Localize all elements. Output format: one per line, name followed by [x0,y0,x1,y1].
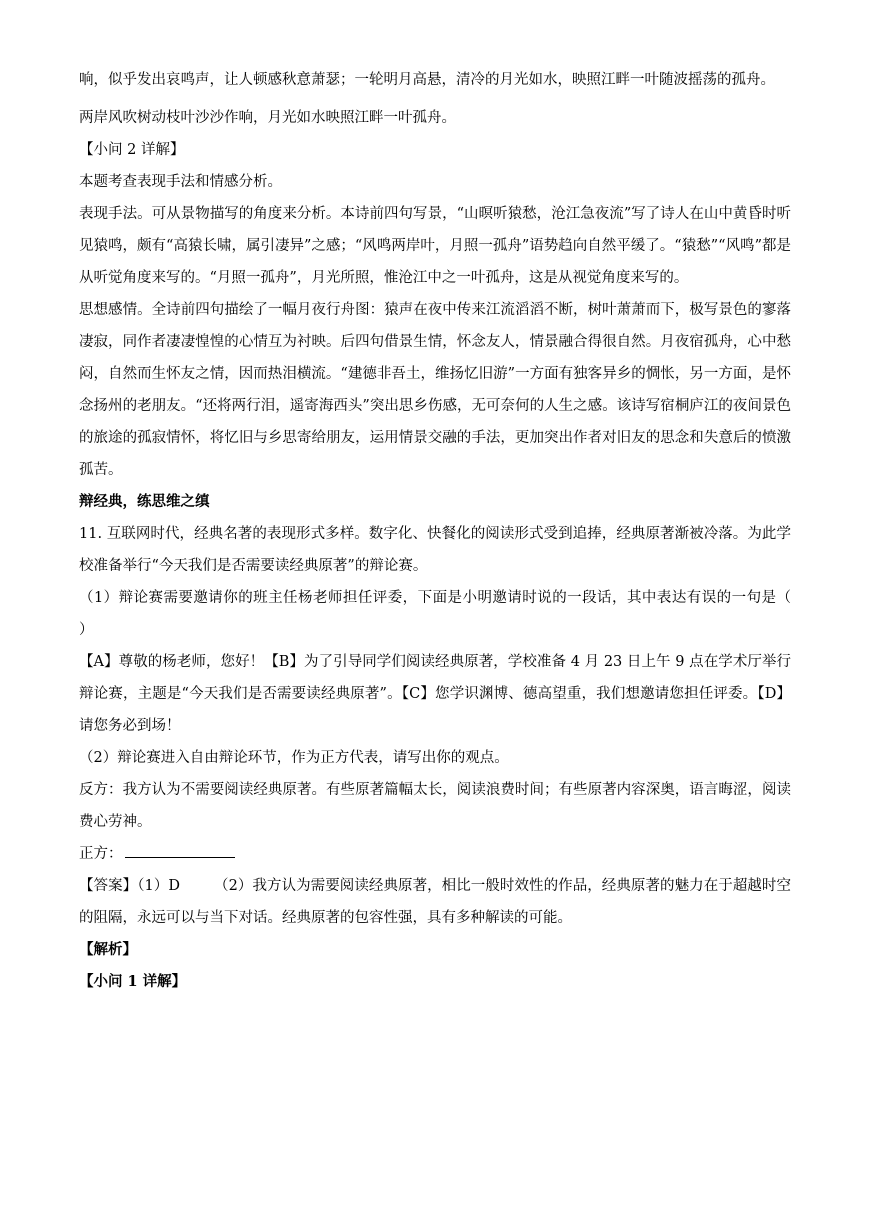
question-11-part-1: （1）辩论赛需要邀请你的班主任杨老师担任评委，下面是小明邀请时说的一段话，其中表达有误的一句是（ ） [79,590,820,638]
opposing-side-statement: 反方：我方认为不需要阅读经典原著。有些原著篇幅太长，阅读浪费时间；有些原著内容深奥，语言晦涩，阅读费心劳神。 [79,782,791,830]
paragraph-answer-continued: 响，似乎发出哀鸣声，让人顿感秋意萧瑟；一轮明月高悬，清冷的月光如水，映照江畔一叶随波摇荡的孤舟。 [79,72,775,88]
heading-question-2-detail: 【小问 2 详解】 [79,142,185,158]
affirmative-side-label: 正方： [79,846,123,862]
answer-paragraph [79,870,791,934]
question-11-invitation-text: 【A】尊敬的杨老师，您好！【B】为了引导同学们阅读经典原著，学校准备 4 月 23 日上午 9 点在学术厅举行辩论赛，主题是“今天我们是否需要读经典原著”。【C】您学识渊博、德高望重，我们想邀请您担任评委。【D】请您务必到场！ [79,654,791,734]
answer-part-2: （2）我方认为需要阅读经典原著，相比一般时效性的作品，经典原著的魅力在于超越时空的阻隔，永远可以与当下对话。经典原著的包容性强，具有多种解读的可能。 [79,878,791,926]
question-11-stem: 11. 互联网时代，经典名著的表现形式多样。数字化、快餐化的阅读形式受到追捧，经典原著渐被冷落。为此学校准备举行“今天我们是否需要读经典原著”的辩论赛。 [79,526,791,574]
question-11-part-2: （2）辩论赛进入自由辩论环节，作为正方代表，请写出你的观点。 [79,750,509,766]
affirmative-side-line [79,838,791,870]
paragraph-summary: 两岸风吹树动枝叶沙沙作响，月光如水映照江畔一叶孤舟。 [79,110,456,126]
paragraph-question-focus: 本题考查表现手法和情感分析。 [79,174,282,190]
answer-blank[interactable] [125,843,235,858]
heading-question-1-detail: 【小问 1 详解】 [79,973,187,990]
analysis-heading: 【解析】 [79,941,137,958]
section-heading: 辩经典，练思维之缜 [79,493,210,510]
answer-part-1: 【答案】（1）D [79,878,180,894]
document-page [79,64,820,998]
paragraph-emotion-analysis: 思想感情。全诗前四句描绘了一幅月夜行舟图：猿声在夜中传来江流滔滔不断，树叶萧萧而下，极写景色的寥落凄寂，同作者凄凄惶惶的心情互为衬映。后四句借景生情，怀念友人，情景融合得很自然。月夜宿孤舟，心中愁闷，自然而生怀友之情，因而热泪横流。“建德非吾土，维扬忆旧游”一方面有独客异乡的惆怅，另一方面，是怀念扬州的老朋友。“还将两行泪，遥寄海西头”突出思乡伤感，无可奈何的人生之感。该诗写宿桐庐江的夜间景色的旅途的孤寂情怀，将忆旧与乡思寄给朋友，运用情景交融的手法，更加突出作者对旧友的思念和失意后的愤激孤苦。 [79,302,791,478]
paragraph-technique-analysis: 表现手法。可从景物描写的角度来分析。本诗前四句写景，“山暝听猿愁，沧江急夜流”写了诗人在山中黄昏时听见猿鸣，颇有“高猿长啸，属引凄异”之感；“风鸣两岸叶，月照一孤舟”语势趋向自然平缓了。“猿愁”“风鸣”都是从听觉角度来写的。“月照一孤舟”，月光所照，惟沧江中之一叶孤舟，这是从视觉角度来写的。 [79,206,791,286]
